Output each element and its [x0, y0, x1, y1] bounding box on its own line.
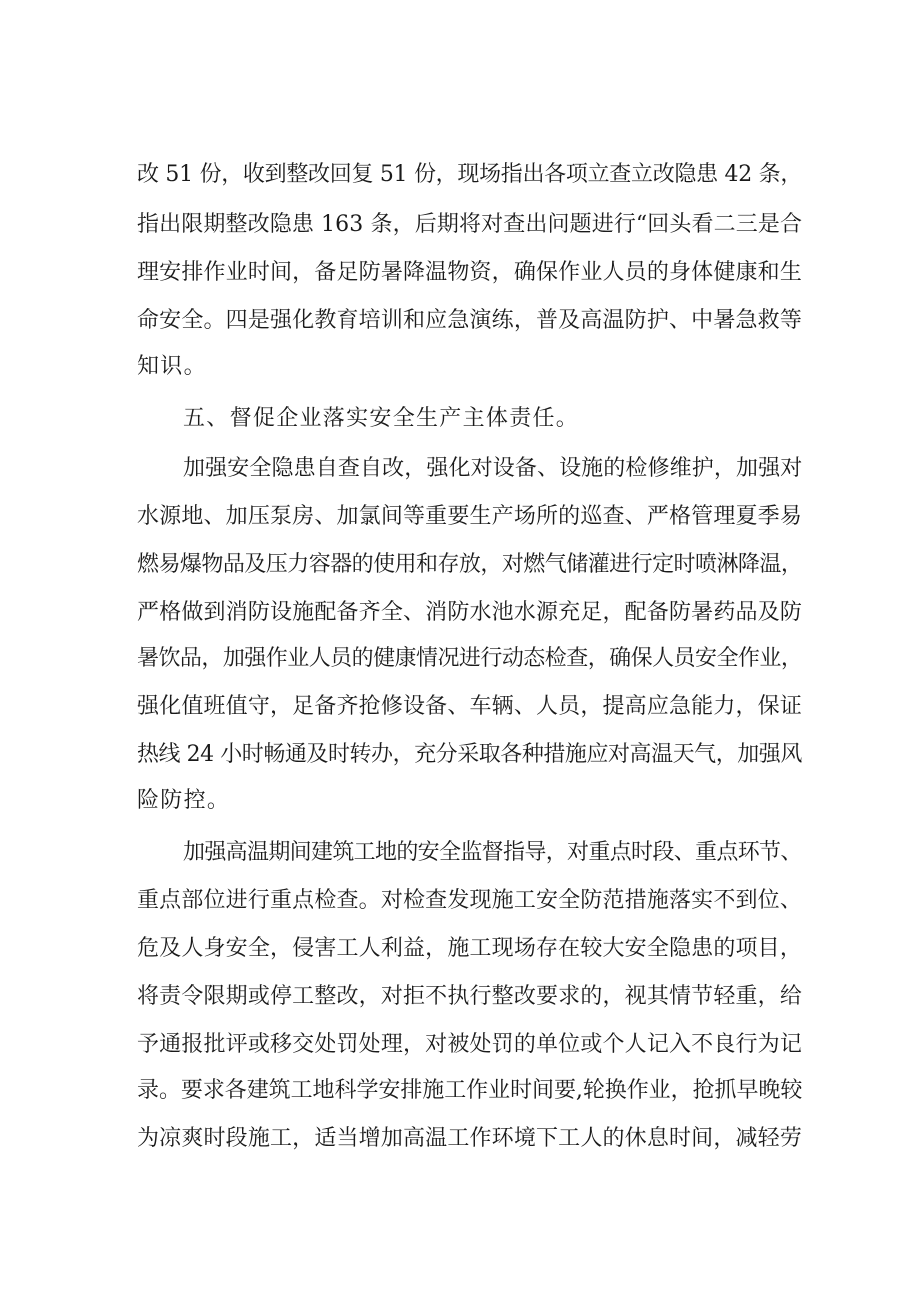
text-line: 为凉爽时段施工，适当增加高温工作环境下工人的休息时间，减轻劳	[137, 1126, 803, 1151]
section-heading: 五、督促企业落实安全生产主体责任。	[183, 406, 580, 431]
text-line: 水源地、加压泵房、加氯间等重要生产场所的巡查、严格管理夏季易	[137, 504, 803, 529]
text-line: 强化值班值守，足备齐抢修设备、车辆、人员，提高应急能力，保证	[137, 694, 803, 719]
text-line: 将责令限期或停工整改，对拒不执行整改要求的，视其情节轻重，给	[137, 984, 803, 1009]
text-line: 改 51 份，收到整改回复 51 份，现场指出各项立查立改隐患 42 条，	[137, 162, 803, 187]
text-line: 予通报批评或移交处罚处理，对被处罚的单位或个人记入不良行为记	[137, 1032, 803, 1057]
text-line: 严格做到消防设施配备齐全、消防水池水源充足，配备防暑药品及防	[137, 600, 803, 625]
text-line: 录。要求各建筑工地科学安排施工作业时间要,轮换作业，抢抓早晚较	[137, 1078, 803, 1103]
text-line: 命安全。四是强化教育培训和应急演练，普及高温防护、中暑急救等	[137, 308, 803, 333]
text-line: 燃易爆物品及压力容器的使用和存放，对燃气储灌进行定时喷淋降温，	[137, 552, 803, 577]
text-line: 知识。	[137, 354, 207, 379]
paragraph-first-line: 加强高温期间建筑工地的安全监督指导，对重点时段、重点环节、	[183, 840, 802, 865]
text-line: 理安排作业时间，备足防暑降温物资，确保作业人员的身体健康和生	[137, 260, 803, 285]
text-line: 暑饮品，加强作业人员的健康情况进行动态检查，确保人员安全作业，	[137, 646, 803, 671]
text-line: 险防控。	[137, 788, 231, 813]
paragraph-first-line: 加强安全隐患自查自改，强化对设备、设施的检修维护，加强对	[183, 456, 803, 481]
text-line: 热线 24 小时畅通及时转办，充分采取各种措施应对高温天气，加强风	[137, 742, 802, 767]
text-line: 重点部位进行重点检查。对检查发现施工安全防范措施落实不到位、	[137, 888, 803, 913]
text-line: 危及人身安全，侵害工人利益，施工现场存在较大安全隐患的项目，	[137, 936, 803, 961]
text-line: 指出限期整改隐患 163 条，后期将对查出问题进行“回头看二三是合	[137, 212, 803, 237]
